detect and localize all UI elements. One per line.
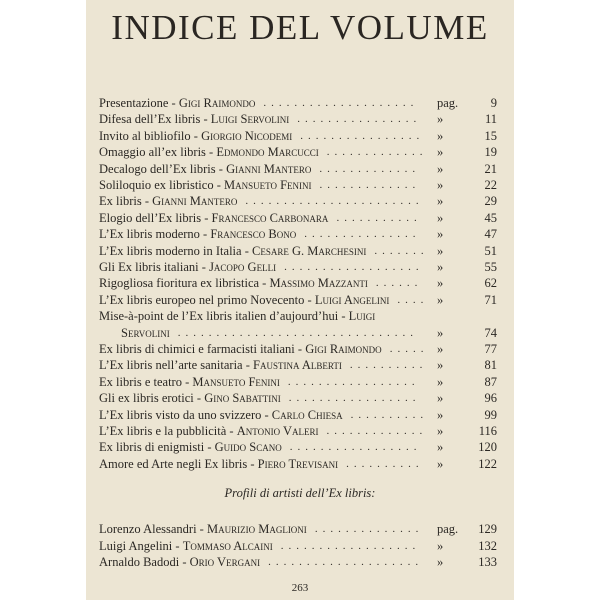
toc-entry bbox=[99, 210, 497, 227]
toc-entry bbox=[99, 407, 497, 424]
entry-text: Luigi Angelini - Tommaso Alcaini bbox=[99, 538, 273, 553]
artists-heading: Profili di artisti dell’Ex libris: bbox=[224, 486, 376, 500]
page-number-ref: 99 bbox=[484, 407, 497, 422]
ref-marker: » bbox=[437, 424, 444, 438]
toc-entry bbox=[99, 308, 497, 325]
toc-entry bbox=[99, 538, 497, 555]
entry-title: L’Ex libris moderno bbox=[99, 227, 200, 242]
entry-title: L’Ex libris nell’arte sanitaria bbox=[99, 358, 243, 373]
entry-title: L’Ex libris visto da uno svizzero bbox=[99, 407, 262, 422]
dot-leader: ................. bbox=[287, 375, 420, 388]
toc-entry bbox=[99, 341, 497, 358]
page-number-ref: 129 bbox=[478, 522, 497, 536]
page-number-ref: 51 bbox=[484, 243, 497, 258]
entry-author: Mansueto Fenini bbox=[224, 178, 312, 192]
ref-marker: » bbox=[437, 440, 444, 455]
page-number-ref: 62 bbox=[484, 276, 497, 291]
entry-text: Presentazione - Gigi Raimondo bbox=[99, 96, 256, 110]
ref-marker: pag. bbox=[437, 522, 459, 536]
ref-marker: » bbox=[437, 374, 444, 389]
toc-entry bbox=[99, 259, 497, 276]
dot-leader: .......... bbox=[346, 457, 424, 470]
entry-author: Guido Scano bbox=[214, 440, 282, 455]
dot-leader: ................. bbox=[288, 392, 421, 405]
entry-author: Luigi bbox=[348, 309, 376, 324]
entry-title: Gli ex libris erotici bbox=[99, 391, 194, 406]
entry-text: Ex libris di enigmisti - Guido Scano bbox=[99, 440, 282, 455]
entry-author: Cesare G. Marchesini bbox=[252, 243, 367, 258]
dot-leader: ............. bbox=[326, 425, 428, 437]
ref-marker: » bbox=[437, 342, 444, 356]
ref-marker: » bbox=[437, 276, 444, 291]
dot-leader: ............................... bbox=[177, 326, 418, 339]
toc-entry bbox=[99, 374, 497, 391]
dot-leader: ............. bbox=[319, 179, 421, 191]
page-number-ref: 132 bbox=[478, 538, 497, 553]
ref-marker: » bbox=[437, 260, 444, 274]
entry-author: Luigi Angelini bbox=[314, 292, 390, 307]
page-number-ref: 55 bbox=[484, 260, 497, 274]
entry-title: Ex libris di enigmisti bbox=[99, 440, 205, 455]
page-number-ref: 11 bbox=[484, 112, 497, 127]
entry-title: Ex libris e teatro bbox=[99, 374, 182, 389]
page-number-ref: 120 bbox=[478, 440, 497, 455]
page-number-ref: 77 bbox=[484, 342, 497, 356]
entry-text: L’Ex libris europeo nel primo Novecento - Luigi Angelini bbox=[99, 292, 390, 307]
page-number-ref: 29 bbox=[484, 194, 497, 209]
page-number-ref: 116 bbox=[478, 424, 497, 438]
entry-author: Servolini bbox=[121, 325, 170, 340]
page-number-ref: 96 bbox=[484, 391, 497, 406]
ref-marker: » bbox=[437, 210, 444, 225]
dot-leader: .... bbox=[397, 293, 429, 306]
toc-entry bbox=[99, 111, 497, 128]
entry-title: Arnaldo Badodi bbox=[99, 555, 180, 570]
entry-author: Antonio Valeri bbox=[236, 424, 319, 438]
entry-title: Mise-à-point de l’Ex libris italien d’aujourd’hui bbox=[99, 309, 339, 324]
toc-entry bbox=[99, 390, 497, 407]
entry-author: Gianni Mantero bbox=[226, 161, 312, 176]
page-number: 263 bbox=[291, 582, 309, 594]
ref-marker: » bbox=[437, 456, 444, 471]
dot-leader: ............. bbox=[319, 162, 421, 175]
entry-text: L’Ex libris e la pubblicità - Antonio Valeri bbox=[99, 424, 319, 438]
toc-entry bbox=[99, 357, 497, 374]
entry-author: Francesco Carbonara bbox=[211, 210, 329, 225]
page-number-ref: 71 bbox=[484, 292, 497, 307]
entry-text: Amore ed Arte negli Ex libris - Piero Trevisani bbox=[99, 456, 339, 471]
entry-title: L’Ex libris e la pubblicità bbox=[99, 424, 227, 438]
page-number-ref: 15 bbox=[484, 128, 497, 143]
entry-text: Elogio dell’Ex libris - Francesco Carbonara bbox=[99, 210, 329, 225]
dot-leader: .......... bbox=[349, 359, 428, 372]
entry-title: Elogio dell’Ex libris bbox=[99, 210, 202, 225]
entry-text: Invito al bibliofilo - Giorgio Nicodemi bbox=[99, 128, 293, 143]
entry-text: Ex libris - Gianni Mantero bbox=[99, 194, 238, 209]
toc-entry bbox=[99, 193, 497, 210]
entry-author: Luigi Servolini bbox=[210, 112, 290, 127]
toc-entry bbox=[99, 325, 497, 342]
page-number-ref: 81 bbox=[484, 358, 497, 373]
ref-marker: » bbox=[437, 292, 444, 307]
entry-title: Ex libris di chimici e farmacisti italiani bbox=[99, 342, 295, 356]
entry-author: Francesco Bono bbox=[210, 227, 297, 242]
entry-text bbox=[121, 325, 170, 342]
toc-entry bbox=[99, 144, 497, 161]
toc-entry bbox=[99, 161, 497, 178]
entry-title: L’Ex libris europeo nel primo Novecento bbox=[99, 292, 305, 307]
entry-text: L’Ex libris moderno in Italia - Cesare G. Marchesini bbox=[99, 243, 367, 258]
entry-title: Difesa dell’Ex libris bbox=[99, 112, 201, 127]
entry-title: Amore ed Arte negli Ex libris bbox=[99, 456, 248, 471]
page-number-ref: 87 bbox=[484, 374, 497, 389]
ref-marker: » bbox=[437, 112, 444, 127]
entry-title: Omaggio all’ex libris bbox=[99, 145, 206, 160]
entry-text: Soliloquio ex libristico - Mansueto Fenini bbox=[99, 178, 312, 192]
entry-author: Mansueto Fenini bbox=[192, 374, 280, 389]
entry-text: Difesa dell’Ex libris - Luigi Servolini bbox=[99, 112, 290, 127]
page-number-ref: 19 bbox=[484, 145, 497, 160]
dot-leader: ........... bbox=[336, 211, 422, 224]
entry-text: L’Ex libris visto da uno svizzero - Carlo Chiesa bbox=[99, 407, 343, 422]
page-title: INDICE DEL VOLUME bbox=[111, 8, 489, 47]
ref-marker: » bbox=[437, 178, 444, 192]
page-number-ref: 21 bbox=[484, 161, 497, 176]
entry-author: Gianni Mantero bbox=[152, 194, 238, 209]
page-number-ref: 74 bbox=[484, 325, 497, 340]
dot-leader: .............. bbox=[314, 523, 424, 535]
entry-text: Ex libris e teatro - Mansueto Fenini bbox=[99, 374, 280, 389]
ref-marker: » bbox=[437, 325, 444, 340]
entry-title: Rigogliosa fioritura ex libristica bbox=[99, 276, 260, 291]
dot-leader: .................. bbox=[280, 539, 421, 552]
entry-author: Piero Trevisani bbox=[257, 456, 339, 471]
entry-title: Soliloquio ex libristico bbox=[99, 178, 214, 192]
dot-leader: ................ bbox=[297, 113, 422, 126]
entry-title: Decalogo dell’Ex libris bbox=[99, 161, 216, 176]
ref-marker: » bbox=[437, 555, 444, 570]
entry-title: L’Ex libris moderno in Italia bbox=[99, 243, 242, 258]
page-number-ref: 122 bbox=[478, 456, 497, 471]
toc-entry bbox=[99, 226, 497, 243]
entry-author: Tommaso Alcaini bbox=[182, 538, 273, 553]
ref-marker: » bbox=[437, 161, 444, 176]
dot-leader: .................. bbox=[284, 261, 424, 273]
ref-marker: » bbox=[437, 128, 444, 143]
toc-entry bbox=[99, 521, 497, 538]
dot-leader: ...... bbox=[375, 277, 423, 290]
entry-title: Luigi Angelini bbox=[99, 538, 173, 553]
ref-marker: » bbox=[437, 145, 444, 160]
ref-marker: » bbox=[437, 227, 444, 242]
dot-leader: ............... bbox=[304, 228, 421, 241]
dot-leader: ................. bbox=[289, 441, 422, 454]
dot-leader: .......... bbox=[350, 408, 429, 421]
book-page bbox=[86, 0, 514, 600]
toc-entry bbox=[99, 423, 497, 440]
entry-author: Giorgio Nicodemi bbox=[201, 128, 293, 143]
toc-entry bbox=[99, 292, 497, 309]
toc-entry bbox=[99, 95, 497, 112]
toc-entry bbox=[99, 439, 497, 456]
entry-author: Maurizio Maglioni bbox=[206, 522, 307, 536]
dot-leader: .................... bbox=[263, 97, 419, 109]
ref-marker: » bbox=[437, 407, 444, 422]
toc-entry bbox=[99, 456, 497, 473]
entry-author: Gigi Raimondo bbox=[305, 342, 382, 356]
dot-leader: ....... bbox=[374, 244, 429, 257]
page-number-ref: 9 bbox=[490, 96, 497, 110]
entry-text: L’Ex libris moderno - Francesco Bono bbox=[99, 227, 297, 242]
entry-author: Orio Vergani bbox=[189, 555, 261, 570]
entry-author: Carlo Chiesa bbox=[271, 407, 343, 422]
entry-author: Gigi Raimondo bbox=[178, 96, 256, 110]
entry-text: Arnaldo Badodi - Orio Vergani bbox=[99, 555, 261, 570]
page-number-ref: 45 bbox=[484, 210, 497, 225]
dot-leader: ............. bbox=[326, 146, 428, 159]
entry-author: Gino Sabattini bbox=[204, 391, 281, 406]
entry-title: Lorenzo Alessandri bbox=[99, 522, 197, 536]
entry-title: Ex libris bbox=[99, 194, 142, 209]
entry-text: Mise-à-point de l’Ex libris italien d’aujourd’hui - Luigi bbox=[99, 309, 376, 324]
entry-title: Invito al bibliofilo bbox=[99, 128, 191, 143]
dot-leader: ................ bbox=[300, 129, 425, 142]
toc-entry bbox=[99, 128, 497, 145]
entry-title: Gli Ex libris italiani bbox=[99, 260, 199, 274]
dot-leader: .................... bbox=[268, 556, 424, 569]
page-number-ref: 22 bbox=[484, 178, 497, 192]
ref-marker: » bbox=[437, 391, 444, 406]
entry-text: Ex libris di chimici e farmacisti italiani - Gigi Raimondo bbox=[99, 342, 382, 356]
ref-marker: » bbox=[437, 243, 444, 258]
entry-author: Faustina Alberti bbox=[253, 358, 342, 373]
entry-text: Lorenzo Alessandri - Maurizio Maglioni bbox=[99, 522, 307, 536]
ref-marker: » bbox=[437, 358, 444, 373]
entry-text: L’Ex libris nell’arte sanitaria - Faustina Alberti bbox=[99, 358, 342, 373]
entry-author: Massimo Mazzanti bbox=[269, 276, 368, 291]
toc-entry bbox=[99, 275, 497, 292]
dot-leader: ..... bbox=[389, 343, 429, 355]
ref-marker: » bbox=[437, 538, 444, 553]
entry-text: Omaggio all’ex libris - Edmondo Marcucci bbox=[99, 145, 319, 160]
entry-author: Edmondo Marcucci bbox=[216, 145, 319, 160]
entry-title: Presentazione bbox=[99, 96, 169, 110]
toc-entry bbox=[99, 243, 497, 260]
ref-marker: pag. bbox=[437, 96, 459, 110]
toc-entry bbox=[99, 554, 497, 571]
entry-text: Decalogo dell’Ex libris - Gianni Mantero bbox=[99, 161, 312, 176]
ref-marker: » bbox=[437, 194, 444, 209]
entry-text: Gli ex libris erotici - Gino Sabattini bbox=[99, 391, 281, 406]
entry-text: Rigogliosa fioritura ex libristica - Massimo Mazzanti bbox=[99, 276, 368, 291]
dot-leader: ....................... bbox=[245, 195, 424, 208]
entry-author: Jacopo Gelli bbox=[209, 260, 277, 274]
page-number-ref: 133 bbox=[478, 555, 497, 570]
entry-text: Gli Ex libris italiani - Jacopo Gelli bbox=[99, 260, 277, 274]
toc-entry bbox=[99, 177, 497, 194]
page-number-ref: 47 bbox=[484, 227, 497, 242]
